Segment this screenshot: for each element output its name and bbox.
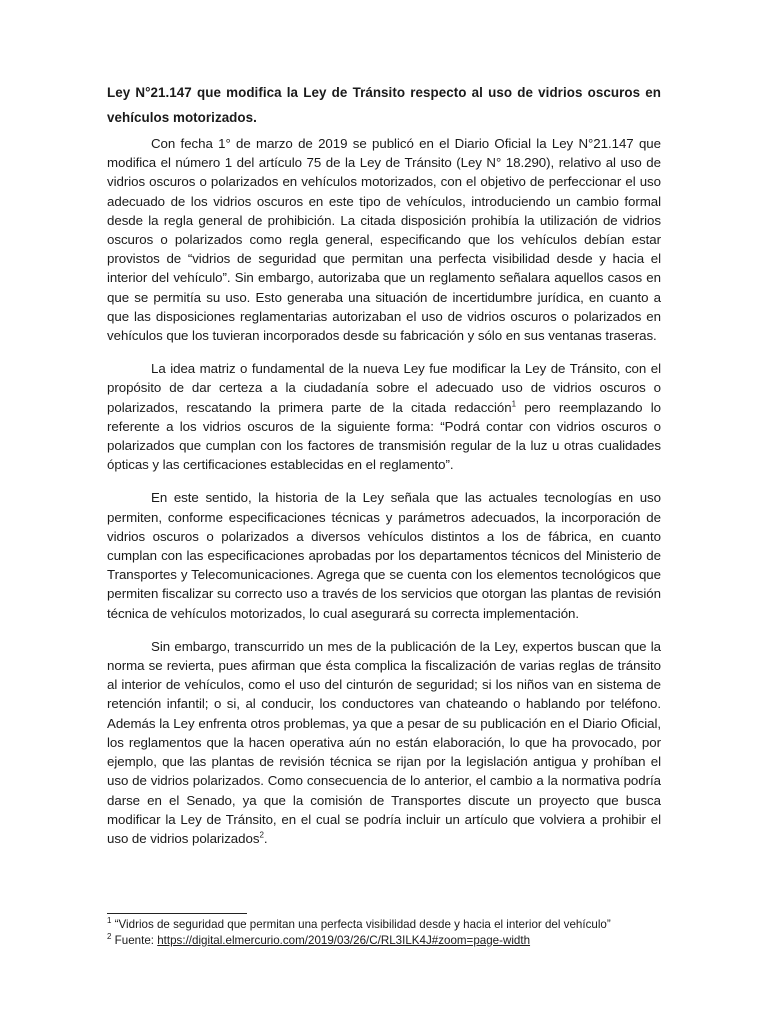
document-title: Ley N°21.147 que modifica la Ley de Tránsito respecto al uso de vidrios oscuros en vehículos motorizados. xyxy=(107,85,661,125)
paragraph-4-text-before: Sin embargo, transcurrido un mes de la publicación de la Ley, expertos buscan que la norma se revierta, pues afirman que ésta complica la fiscalización de varias reglas de tránsito al interior de vehículos, como el uso del cinturón de seguridad; si los niños van en sistema de retención infantil; o si, al conducir, los conductores van chateando o hablando por teléfono. Además la Ley enfrenta otros problemas, ya que a pesar de su publicación en el Diario Oficial, los reglamentos que la hacen operativa aún no están elaboración, lo que ha provocado, por ejemplo, que las plantas de revisión técnica se rijan por la legislación antigua y prohíban el uso de vidrios polarizados. Como consecuencia de lo anterior, el cambio a la normativa podría darse en el Senado, ya que la comisión de Transportes discute un proyecto que busca modificar la Ley de Tránsito, en el cual se podría incluir un artículo que volviera a prohibir el uso de vidrios polarizados xyxy=(107,638,661,846)
footnote-2-text: Fuente: xyxy=(111,933,158,947)
footnote-1-text: “Vidrios de seguridad que permitan una perfecta visibilidad desde y hacia el interior del vehículo” xyxy=(111,918,611,931)
footnote-ref-2: 2 xyxy=(259,830,264,840)
paragraph-1: Con fecha 1° de marzo de 2019 se publicó en el Diario Oficial la Ley N°21.147 que modifica el número 1 del artículo 75 de la Ley de Tránsito (Ley N° 18.290), relativo al uso de vidrios oscuros o polarizados en vehículos motorizados, con el objetivo de perfeccionar el uso adecuado de los vidrios oscuros en este tipo de vehículos, introduciendo un cambio formal desde la regla general de prohibición. La citada disposición prohibía la utilización de vidrios oscuros o polarizados como regla general, especificando que los vehículos debían estar provistos de “vidrios de seguridad que permitan una perfecta visibilidad desde y hacia el interior del vehículo”. Sin embargo, autorizaba que un reglamento señalara aquellos casos en que se permitía su uso. Esto generaba una situación de incertidumbre jurídica, en cuanto a que las disposiciones reglamentarias autorizaban el uso de vidrios oscuros o polarizados en vehículos que los tuvieran incorporados desde su fabricación y sólo en sus ventanas traseras. xyxy=(107,136,661,344)
footnote-2-mark: 2 xyxy=(107,931,112,941)
footnote-ref-1: 1 xyxy=(511,399,516,409)
paragraph-4-text-after: . xyxy=(263,830,268,846)
footnote-1-mark: 1 xyxy=(107,916,112,926)
footnotes xyxy=(107,917,667,948)
paragraph-2-text-before: La idea matriz o fundamental de la nueva Ley fue modificar la Ley de Tránsito, con el propósito de dar certeza a la ciudadanía sobre el adecuado uso de vidrios oscuros o polarizados, rescatando la primera parte de la citada redacción xyxy=(107,361,661,415)
paragraph-4 xyxy=(107,637,661,848)
source-link[interactable]: https://digital.elmercurio.com/2019/03/26/C/RL3ILK4J#zoom=page-width xyxy=(157,933,531,947)
paragraph-3: En este sentido, la historia de la Ley señala que las actuales tecnologías en uso permiten, conforme especificaciones técnicas y parámetros adecuados, la incorporación de vidrios oscuros o polarizados a diversos vehículos distintos a los de fábrica, en cuanto cumplan con las especificaciones aprobadas por los departamentos técnicos del Ministerio de Transportes y Telecomunicaciones. Agrega que se cuenta con los elementos tecnológicos que permiten fiscalizar su correcto uso a través de los servicios que otorgan las plantas de revisión técnica de vehículos motorizados, lo cual asegurará su correcta implementación. xyxy=(107,490,661,621)
paragraph-2-text-after: pero reemplazando lo referente a los vidrios oscuros de la siguiente forma: “Podrá contar con vidrios oscuros o polarizados que cumplan con los factores de transmisión regular de la luz u otras cualidades ópticas y las certificaciones establecidas en el reglamento”. xyxy=(107,399,661,473)
document-body xyxy=(107,80,661,862)
paragraph-2 xyxy=(107,359,661,474)
footnote-1 xyxy=(107,917,667,933)
footnote-2 xyxy=(107,933,667,949)
footnote-separator xyxy=(107,913,247,914)
